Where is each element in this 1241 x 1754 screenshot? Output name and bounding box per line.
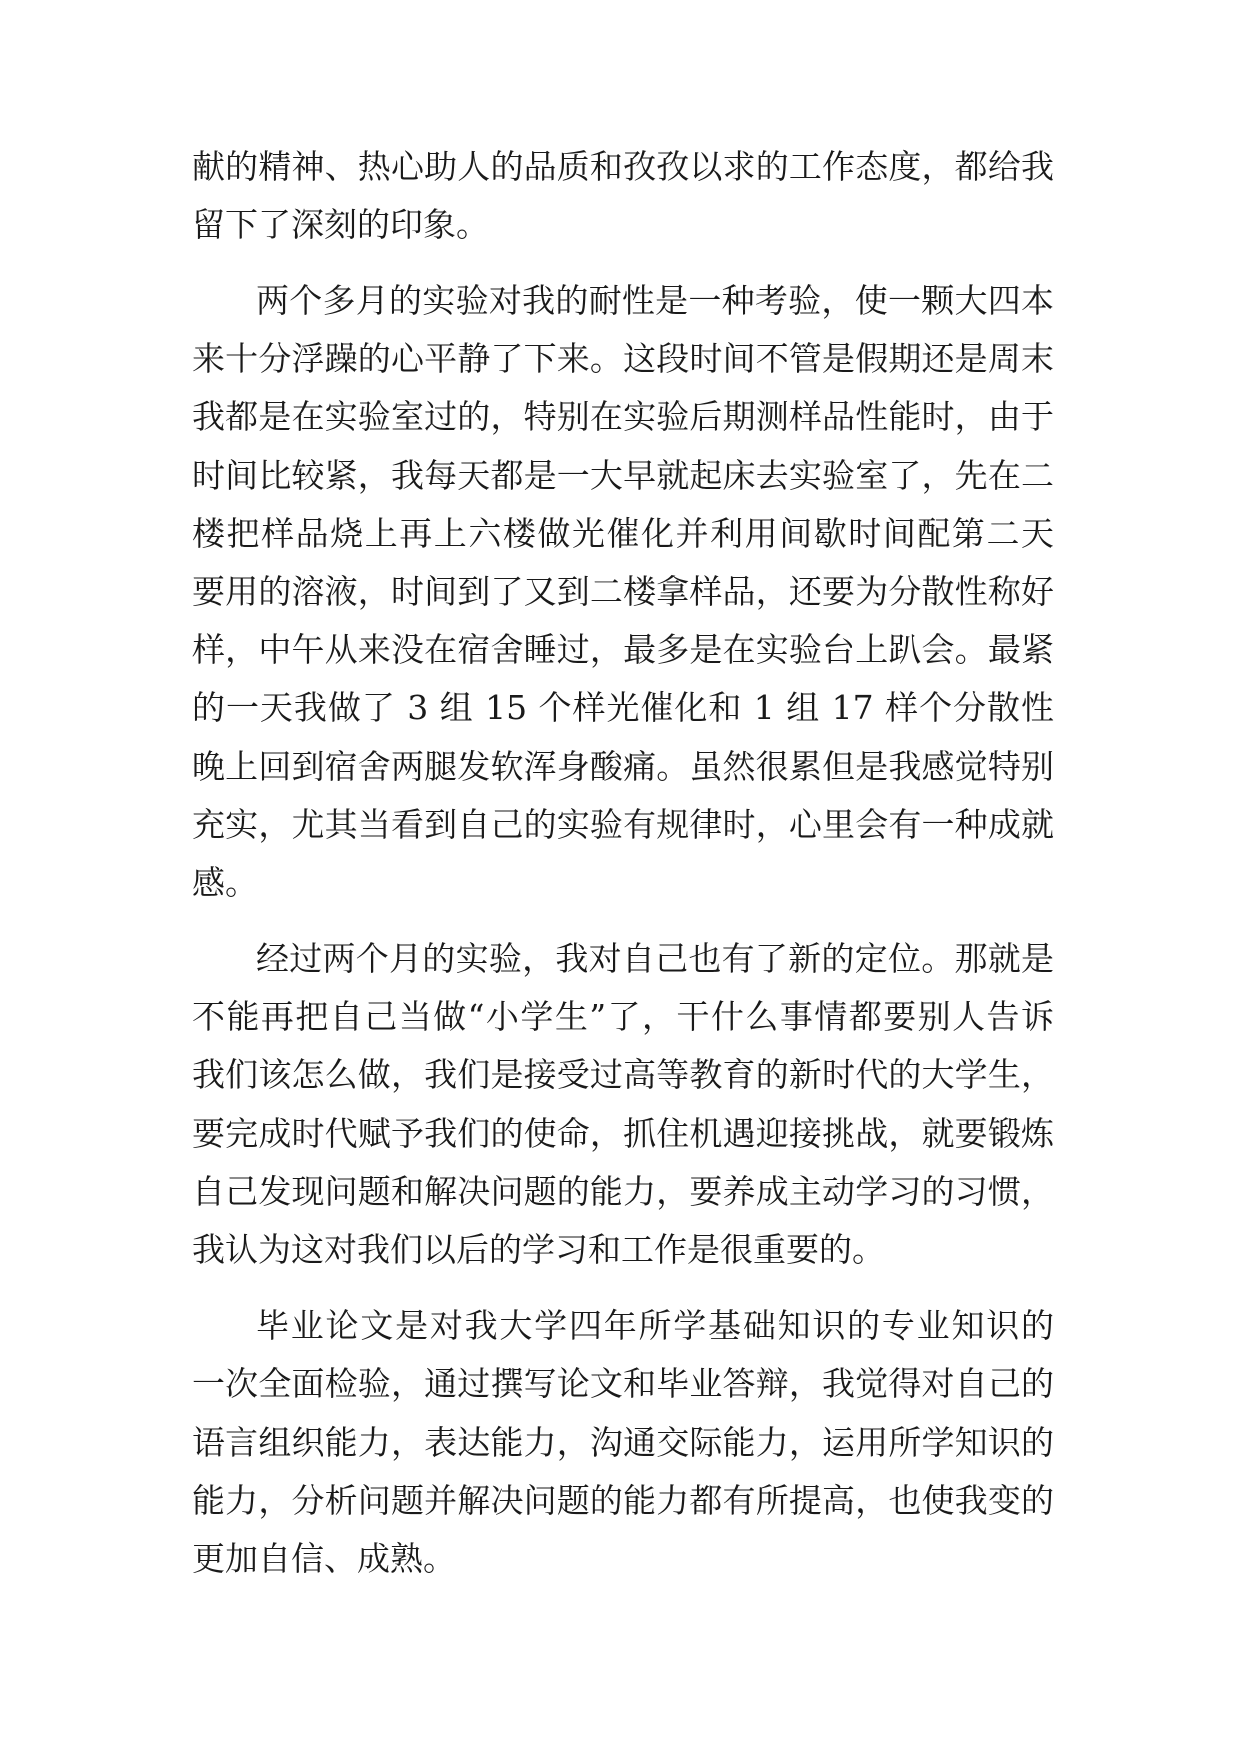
line-text: 要完成时代赋予我们的使命，抓住机遇迎接挑战，就要锻炼: [192, 1114, 1054, 1153]
paragraph-first-line: [0, 1296, 1241, 1356]
line-text: 更加自信、成熟。: [192, 1539, 456, 1578]
paragraph-first-line: [0, 929, 1241, 989]
line-text: 我认为这对我们以后的学习和工作是很重要的。: [192, 1230, 885, 1269]
line-text: 我都是在实验室过的，特别在实验后期测样品性能时，由于: [192, 397, 1054, 436]
text-line: [0, 1354, 1241, 1414]
text-line: [0, 1529, 1241, 1589]
line-text: 自己发现问题和解决问题的能力，要养成主动学习的习惯，: [192, 1172, 1054, 1211]
line-text: 一次全面检验，通过撰写论文和毕业答辩，我觉得对自己的: [192, 1364, 1054, 1403]
text-line: [0, 678, 1241, 738]
line-text: 不能再把自己当做“小学生”了，干什么事情都要别人告诉: [192, 997, 1054, 1036]
line-text: 楼把样品烧上再上六楼做光催化并利用间歇时间配第二天: [192, 514, 1054, 553]
text-line: [0, 1220, 1241, 1280]
line-text: 要用的溶液，时间到了又到二楼拿样品，还要为分散性称好: [192, 572, 1054, 611]
line-text: 毕业论文是对我大学四年所学基础知识的专业知识的: [256, 1306, 1054, 1345]
text-line: [0, 446, 1241, 506]
text-line: [0, 387, 1241, 447]
line-text: 充实，尤其当看到自己的实验有规律时，心里会有一种成就: [192, 805, 1054, 844]
text-line: [0, 737, 1241, 797]
line-text: 感。: [192, 863, 258, 902]
paragraph-first-line: [0, 271, 1241, 331]
text-line: [0, 1104, 1241, 1164]
text-line: [0, 1413, 1241, 1473]
line-text: 献的精神、热心助人的品质和孜孜以求的工作态度，都给我: [192, 147, 1054, 186]
line-text: 来十分浮躁的心平静了下来。这段时间不管是假期还是周末: [192, 339, 1054, 378]
line-text: 留下了深刻的印象。: [192, 205, 489, 244]
text-line: [0, 137, 1241, 197]
line-text: 能力，分析问题并解决问题的能力都有所提高，也使我变的: [192, 1481, 1054, 1520]
line-text: 样，中午从来没在宿舍睡过，最多是在实验台上趴会。最紧: [192, 630, 1054, 669]
text-line: [0, 562, 1241, 622]
text-line: [0, 1162, 1241, 1222]
text-line: [0, 987, 1241, 1047]
line-text: 晚上回到宿舍两腿发软浑身酸痛。虽然很累但是我感觉特别: [192, 747, 1054, 786]
text-line: [0, 195, 1241, 255]
text-line: [0, 1471, 1241, 1531]
line-text: 时间比较紧，我每天都是一大早就起床去实验室了，先在二: [192, 456, 1054, 495]
line-text: 我们该怎么做，我们是接受过高等教育的新时代的大学生，: [192, 1055, 1054, 1094]
text-line: [0, 1045, 1241, 1105]
line-text: 语言组织能力，表达能力，沟通交际能力，运用所学知识的: [192, 1423, 1054, 1462]
line-text: 经过两个月的实验，我对自己也有了新的定位。那就是: [256, 939, 1054, 978]
line-text: 的一天我做了 3 组 15 个样光催化和 1 组 17 样个分散性: [192, 688, 1054, 727]
text-line: [0, 620, 1241, 680]
text-line: [0, 853, 1241, 913]
text-line: [0, 329, 1241, 389]
text-line: [0, 504, 1241, 564]
line-text: 两个多月的实验对我的耐性是一种考验，使一颗大四本: [256, 281, 1054, 320]
text-line: [0, 795, 1241, 855]
